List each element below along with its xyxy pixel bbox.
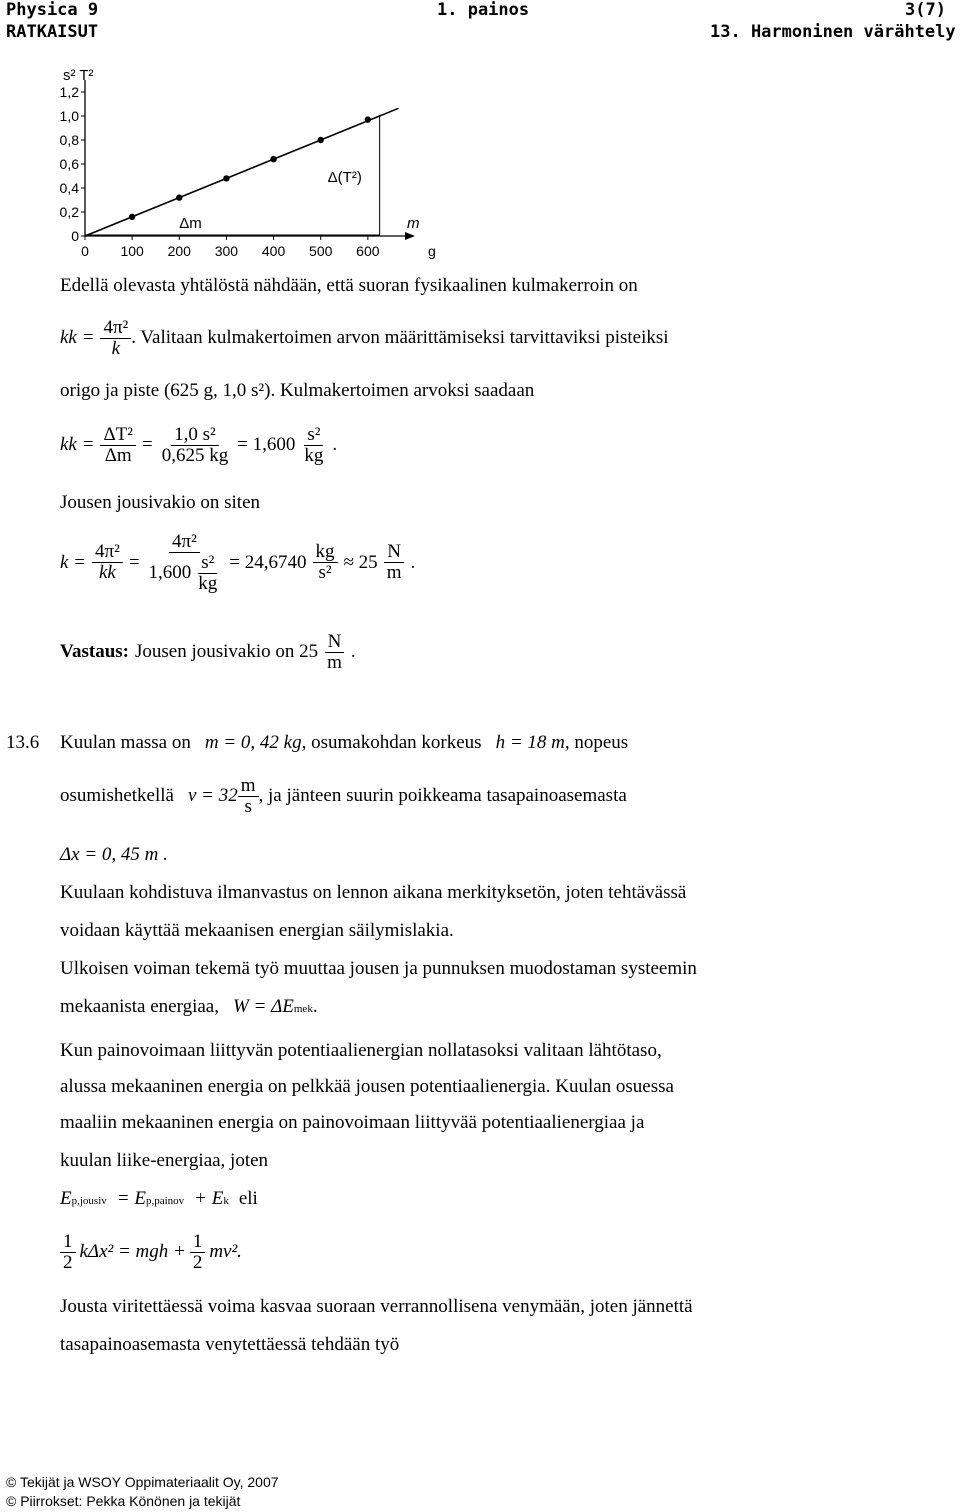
x-tick-label: 100	[120, 243, 144, 259]
x-tick-label: 200	[167, 243, 191, 259]
paragraph-work-2: mekaanista energiaa, W = ΔE mek .	[60, 996, 318, 1017]
paragraph-energy-3: maaliin mekaaninen energia on painovoimaan liittyvää potentiaalienergiaa ja	[60, 1112, 645, 1133]
paragraph-work-2-text: mekaanista energiaa,	[60, 996, 219, 1017]
paragraph-spring-work-2: tasapainoasemasta venytettäessä tehdään työ	[60, 1334, 400, 1355]
equation-kk	[60, 318, 669, 359]
eq3-frac2-den	[146, 553, 224, 594]
x-tick-label: 500	[309, 243, 333, 259]
q-text-1c: , nopeus	[564, 732, 629, 753]
eq5-half-2-num: 1	[190, 1232, 206, 1253]
eq3-approx-unit-den: m	[386, 562, 402, 584]
eq4-e2-sub: p,painov	[145, 1195, 185, 1207]
paragraph-work-1: Ulkoisen voiman tekemä työ muuttaa jousen ja punnuksen muodostaman systeemin	[60, 958, 697, 979]
eq5-half-1-den: 2	[63, 1251, 73, 1273]
eq2-unit	[301, 425, 326, 466]
x-tick-label: 300	[214, 243, 239, 259]
y-tick-label: 0,6	[59, 156, 79, 172]
chart	[55, 62, 440, 267]
data-point	[365, 116, 371, 122]
equation-spring-constant: k = $\frac{\text{4π²}}{kk}$ = 4π² 1,600 $\frac{\text{s²}}{kg}$ = 24,6740 $\frac{kg}{\text{s²}}$ ≈ 25 $\frac{N}{m}$ .	[60, 531, 416, 594]
eq3-frac2	[146, 532, 224, 594]
data-point	[223, 175, 229, 181]
eq5-half-2	[190, 1232, 206, 1273]
eq3-frac2-den-unit-num: s²	[198, 553, 217, 574]
eq-kk-den: k	[111, 337, 121, 359]
x-tick-label: 400	[261, 243, 286, 259]
q-velocity: v = 32	[187, 785, 238, 807]
eq3-frac1-den: kk	[98, 562, 116, 584]
eq2-unit-den: kg	[304, 444, 324, 466]
data-point	[318, 137, 324, 143]
eq2-frac1	[100, 425, 136, 466]
equation-energy	[60, 1188, 258, 1210]
eq3-result: = 24,6740	[229, 551, 307, 573]
eq3-frac2-den-unit-den: kg	[198, 572, 218, 594]
eq4-eli: eli	[238, 1188, 258, 1209]
eq-kk-fraction	[100, 318, 131, 359]
eq2-frac2-den: 0,625 kg	[161, 444, 229, 466]
q-text-1b: , osumakohdan korkeus	[301, 732, 482, 753]
footer-copyright: © Tekijät ja WSOY Oppimateriaalit Oy, 2007	[6, 1474, 279, 1490]
eq3-approx: ≈ 25	[343, 551, 378, 573]
y-tick-label: 0,4	[59, 180, 79, 196]
q-velocity-unit	[238, 776, 259, 817]
equation-energy-expanded	[60, 1232, 242, 1273]
eq3-approx-unit	[384, 542, 405, 583]
answer-unit-den: m	[327, 651, 342, 673]
problem-13-6-line1	[6, 732, 628, 754]
footer-illustrations: © Piirrokset: Pekka Könönen ja tekijät	[6, 1493, 241, 1509]
data-point	[176, 194, 182, 200]
paragraph-air-resistance-1: Kuulaan kohdistuva ilmanvastus on lennon aikana merkityksetön, joten tehtävässä	[60, 882, 687, 903]
data-point	[270, 156, 276, 162]
data-point	[129, 214, 135, 220]
eq4-e3: + E	[194, 1188, 224, 1209]
work-equation: W = ΔE	[232, 996, 294, 1017]
eq2-frac2	[159, 425, 232, 466]
eq5-half-1-num: 1	[60, 1232, 76, 1253]
eq2-lhs: kk =	[60, 434, 95, 456]
eq3-frac1	[92, 542, 123, 583]
paragraph-select-points: . Valitaan kulmakertoimen arvon määrittämiseksi tarvittaviksi pisteiksi	[131, 327, 669, 349]
eq5-half-1	[60, 1232, 76, 1273]
header-book-title: Physica 9	[6, 0, 99, 20]
triangle-rise-label: Δ(T²)	[327, 169, 362, 186]
eq2-unit-num: s²	[304, 425, 323, 446]
q-displacement: Δx = 0, 45 m .	[60, 844, 168, 865]
q-text-2b: , ja jänteen suurin poikkeama tasapainoasemasta	[258, 785, 627, 807]
answer-unit-num: N	[325, 632, 345, 653]
y-tick-label: 1,0	[59, 108, 79, 124]
header-chapter: 13. Harmoninen värähtely	[710, 22, 956, 42]
eq3-approx-unit-num: N	[384, 542, 404, 563]
header-section: RATKAISUT	[6, 22, 99, 42]
paragraph-spring-work-1: Jousta viritettäessä voima kasvaa suoraan verrannollisena venymään, joten jännettä	[60, 1296, 693, 1317]
eq3-frac2-den-unit	[195, 553, 220, 594]
x-axis-arrow	[405, 232, 415, 240]
eq3-frac2-den-value: 1,600	[148, 562, 192, 584]
eq3-frac1-num: 4π²	[92, 542, 123, 563]
eq5-half-2-den: 2	[192, 1251, 203, 1273]
eq3-unit	[313, 542, 338, 583]
eq3-unit-num: kg	[313, 542, 338, 563]
paragraph-origin: origo ja piste (625 g, 1,0 s²). Kulmakertoimen arvoksi saadaan	[60, 380, 535, 401]
answer-label: Vastaus:	[60, 641, 129, 663]
paragraph-slope: Edellä olevasta yhtälöstä nähdään, että suoran fysikaalinen kulmakerroin on	[60, 275, 638, 296]
eq3-unit-den: s²	[318, 562, 332, 584]
answer-text: Jousen jousivakio on 25	[135, 641, 319, 663]
y-tick-label: 1,2	[59, 84, 79, 100]
paragraph-energy-1: Kun painovoimaan liittyvän potentiaalienergian nollatasoksi valitaan lähtötaso,	[60, 1040, 662, 1061]
eq3-lhs: k =	[60, 551, 87, 573]
eq-kk-lhs: kk =	[60, 327, 95, 349]
equation-slope-value: kk = $\frac{\text{ΔT²}}{\Delta m}$ = $\frac{\text{1,0 s²}}{0,625 kg}$ = 1,600 $\frac{\text{s²}}{kg}$ .	[60, 424, 338, 466]
eq2-result: = 1,600	[237, 434, 296, 456]
paragraph-spring-constant: Jousen jousivakio on siten	[60, 492, 261, 513]
eq4-e1: E	[60, 1188, 72, 1209]
y-tick-label: 0,2	[59, 204, 79, 220]
eq2-frac2-num: 1,0 s²	[171, 425, 219, 446]
eq-kk-num: 4π²	[100, 318, 131, 339]
paragraph-energy-4: kuulan liike-energiaa, joten	[60, 1150, 269, 1171]
header-page-number: 3(7)	[905, 0, 946, 20]
q-text-1: Kuulan massa on	[60, 732, 191, 753]
problem-13-6-line2	[60, 776, 627, 817]
y-tick-label: 0	[71, 228, 79, 244]
x-tick-label: 600	[356, 243, 380, 259]
triangle-run-label: Δm	[179, 215, 202, 232]
q-text-2: osumishetkellä	[60, 785, 174, 807]
x-tick-label: 0	[81, 243, 89, 259]
paragraph-air-resistance-2: voidaan käyttää mekaanisen energian säilymislakia.	[60, 920, 454, 941]
q-velocity-unit-den: s	[244, 795, 252, 817]
eq5-lhs: kΔx² = mgh +	[79, 1241, 186, 1263]
paragraph-energy-2: alussa mekaaninen energia on pelkkää jousen potentiaalienergia. Kuulan osuessa	[60, 1076, 674, 1097]
eq4-e1-sub: p,jousiv	[71, 1195, 107, 1207]
header-edition: 1. painos	[437, 0, 530, 20]
q-mass: m = 0, 42 kg	[204, 732, 302, 753]
y-axis-label: s² T²	[63, 67, 94, 84]
eq4-e2: = E	[116, 1188, 146, 1209]
q-height: h = 18 m	[495, 732, 565, 753]
q-velocity-unit-num: m	[238, 776, 259, 797]
eq2-frac1-den: Δm	[104, 444, 132, 466]
y-tick-label: 0,8	[59, 132, 79, 148]
answer: Vastaus: Jousen jousivakio on 25 $\frac{N}{m}$ .	[60, 631, 356, 673]
eq5-rhs: mv².	[209, 1241, 242, 1263]
eq2-frac1-num: ΔT²	[100, 425, 136, 446]
answer-unit	[324, 632, 345, 673]
eq3-frac2-num: 4π²	[169, 532, 200, 553]
eq4-e3-sub: k	[223, 1195, 229, 1207]
problem-number: 13.6	[6, 732, 40, 753]
work-equation-sub: mek	[293, 1003, 313, 1015]
x-axis-unit: g	[428, 243, 436, 259]
x-axis-var-label: m	[407, 215, 420, 232]
